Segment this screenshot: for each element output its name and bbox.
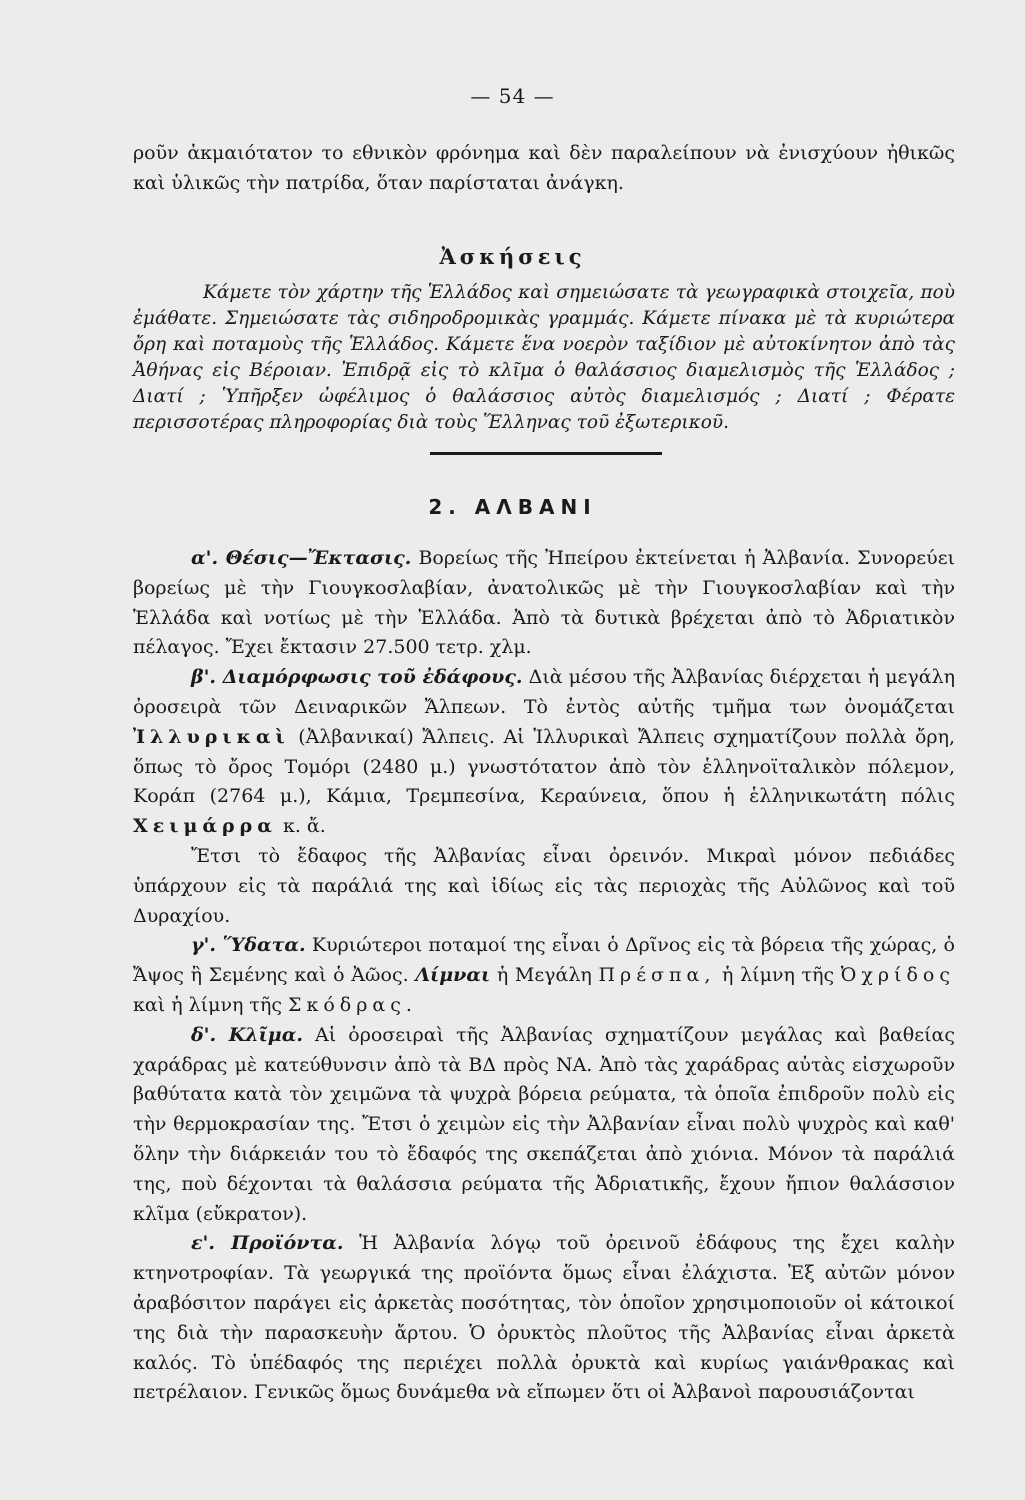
- lakes-label: Λίμναι: [415, 964, 491, 987]
- spaced-term: Ὀχρίδος: [840, 964, 955, 987]
- section-label: δ'. Κλῖμα.: [191, 1023, 303, 1046]
- section-label: β'. Διαμόρφωσις τοῦ ἐδάφους.: [191, 666, 523, 689]
- section-position: [133, 544, 955, 663]
- spaced-term: Ἰλλυρικαὶ: [133, 725, 290, 748]
- section-text: Διὰ μέσου τῆς Ἀλβανίας διέρχεται ἡ μεγάλη ὀροσειρὰ τῶν Δειναρικῶν Ἄλπεων. Τὸ ἐντὸς αὐτῆς τμῆμα των ὀνομάζεται: [133, 666, 955, 718]
- spaced-term: Σκόδρας.: [288, 993, 417, 1016]
- section-text: Αἱ ὀροσειραὶ τῆς Ἀλβανίας σχηματίζουν μεγάλας καὶ βαθείας χαράδρας μὲ κατεύθυνσιν ἀπὸ τὰ ΒΔ πρὸς ΝΑ. Ἀπὸ τὰς χαράδρας αὐτὰς εἰσχωροῦν βαθύτατα κατὰ τὸν χειμῶνα τὰ ψυχρὰ βόρεια ρεύματα, τὰ ὁποῖα ἐπιδροῦν πολὺ εἰς τὴν θερμοκρασίαν της. Ἔτσι ὁ χειμὼν εἰς τὴν Ἀλβανίαν εἶναι πολὺ ψυχρὸς καὶ καθ' ὅλην τὴν διάρκειάν του τὸ ἔδαφός της σκεπάζεται ἀπὸ χιόνια. Μόνον τὰ παράλιά της, ποὺ δέχονται τὰ θαλάσσια ρεύματα τῆς Ἀδριατικῆς, ἔχουν ἤπιον θαλάσσιον κλῖμα (εὔκρατον).: [133, 1023, 955, 1225]
- section-text: καὶ ἡ λίμνη τῆς: [133, 993, 289, 1016]
- section-text: ἡ λίμνη τῆς: [715, 964, 841, 987]
- exercises-heading: Ἀσκήσεις: [439, 244, 586, 269]
- section-text: Ἔτσι τὸ ἔδαφος τῆς Ἀλβανίας εἶναι ὀρεινόν. Μικραὶ μόνον πεδιάδες ὑπάρχουν εἰς τὰ παράλιά της καὶ ἰδίως εἰς τὰς περιοχὰς τῆς Αὐλῶνος καὶ τοῦ Δυραχίου.: [133, 844, 955, 927]
- section-text: Ἡ Ἀλβανία λόγῳ τοῦ ὀρεινοῦ ἐδάφους της ἔχει καλὴν κτηνοτροφίαν. Τὰ γεωργικά της προϊόντα ὅμως εἶναι ἐλάχιστα. Ἐξ αὐτῶν μόνον ἀραβόσιτον παράγει εἰς ἀρκετὰς ποσότητας, τὸν ὁποῖον χρησιμοποιοῦν οἱ κάτοικοί της διὰ τὴν παρασκευὴν ἄρτου. Ὁ ὀρυκτὸς πλοῦτος τῆς Ἀλβανίας εἶναι ἀρκετὰ καλός. Τὸ ὑπέδαφός της περιέχει πολλὰ ὀρυκτὰ καὶ κυρίως γαιάνθρακας καὶ πετρέλαιον. Γενικῶς ὅμως δυνάμεθα νὰ εἴπωμεν ὅτι οἱ Ἀλβανοὶ παρουσιάζονται: [133, 1232, 955, 1404]
- intro-paragraph: ροῦν ἀκμαιότατον το εθνικὸν φρόνημα καὶ δὲν παραλείπουν νὰ ἐνισχύουν ἠθικῶς καὶ ὑλικῶς τὴν πατρίδα, ὅταν παρίσταται ἀνάγκη.: [133, 142, 955, 194]
- spaced-term: Χειμάρρα: [133, 815, 277, 838]
- section-text: ἡ Μεγάλη: [490, 964, 599, 987]
- section-text: Βορείως τῆς Ἠπείρου ἐκτείνεται ἡ Ἀλβανία. Συνορεύει βορείως μὲ τὴν Γιουγκοσλαβίαν, ἀνατολικῶς μὲ τὴν Γιουγκοσλαβίαν καὶ τὴν Ἑλλάδα καὶ νοτίως μὲ τὴν Ἑλλάδα. Ἀπὸ τὰ δυτικὰ βρέχεται ἀπὸ τὸ Ἀδριατικὸν πέλαγος. Ἔχει ἔκτασιν 27.500 τετρ. χλμ.: [133, 547, 955, 659]
- chapter-heading: 2. ΑΛΒΑΝΙ: [428, 495, 597, 519]
- section-climate: [133, 1021, 955, 1230]
- section-label: α'. Θέσις—Ἔκτασις.: [191, 547, 412, 569]
- section-label: γ'. Ὕδατα.: [191, 934, 306, 957]
- section-label: ε'. Προϊόντα.: [191, 1232, 344, 1255]
- section-text: κ. ἄ.: [276, 815, 326, 838]
- section-text: (Ἀλβανικαί) Ἄλπεις. Αἱ Ἰλλυρικαὶ Ἄλπεις σχηματίζουν πολλὰ ὄρη, ὅπως τὸ ὄρος Τομόρι (2480 μ.) γνωστότατον ἀπὸ τὸν ἑλληνοϊταλικὸν πόλεμον, Κοράπ (2764 μ.), Κάμια, Τρεμπεσίνα, Κεραύνεια, ὅπου ἡ ἑλληνικωτάτη πόλις: [133, 725, 955, 808]
- spaced-term: Πρέσπα,: [598, 964, 716, 987]
- page-number: — 54 —: [470, 84, 555, 108]
- section-products: [133, 1229, 955, 1408]
- section-terrain-cont: [133, 842, 955, 931]
- chapter-body: [133, 544, 955, 1408]
- section-terrain: [133, 663, 955, 842]
- section-divider: [430, 452, 662, 455]
- section-waters: [133, 931, 955, 1020]
- exercises-paragraph: Κάμετε τὸν χάρτην τῆς Ἑλλάδος καὶ σημειώσατε τὰ γεωγραφικὰ στοιχεῖα, ποὺ ἐμάθατε. Σημειώσατε τὰς σιδηροδρομικὰς γραμμάς. Κάμετε πίνακα μὲ τὰ κυριώτερα ὄρη καὶ ποταμοὺς τῆς Ἑλλάδος. Κάμετε ἕνα νοερὸν ταξίδιον μὲ αὐτοκίνητον ἀπὸ τὰς Ἀθήνας εἰς Βέροιαν. Ἐπιδρᾷ εἰς τὸ κλῖμα ὁ θαλάσσιος διαμελισμὸς τῆς Ἑλλάδος ; Διατί ; Ὑπῆρξεν ὠφέλιμος ὁ θαλάσσιος αὐτὸς διαμελισμός ; Διατί ; Φέρατε περισσοτέρας πληροφορίας διὰ τοὺς Ἕλληνας τοῦ ἐξωτερικοῦ.: [133, 282, 955, 433]
- section-text: Κυριώτεροι ποταμοί της εἶναι ὁ Δρῖνος εἰς τὰ βόρεια τῆς χώρας, ὁ Ἄψος ἢ Σεμένης καὶ ὁ Ἀῶος.: [133, 934, 955, 987]
